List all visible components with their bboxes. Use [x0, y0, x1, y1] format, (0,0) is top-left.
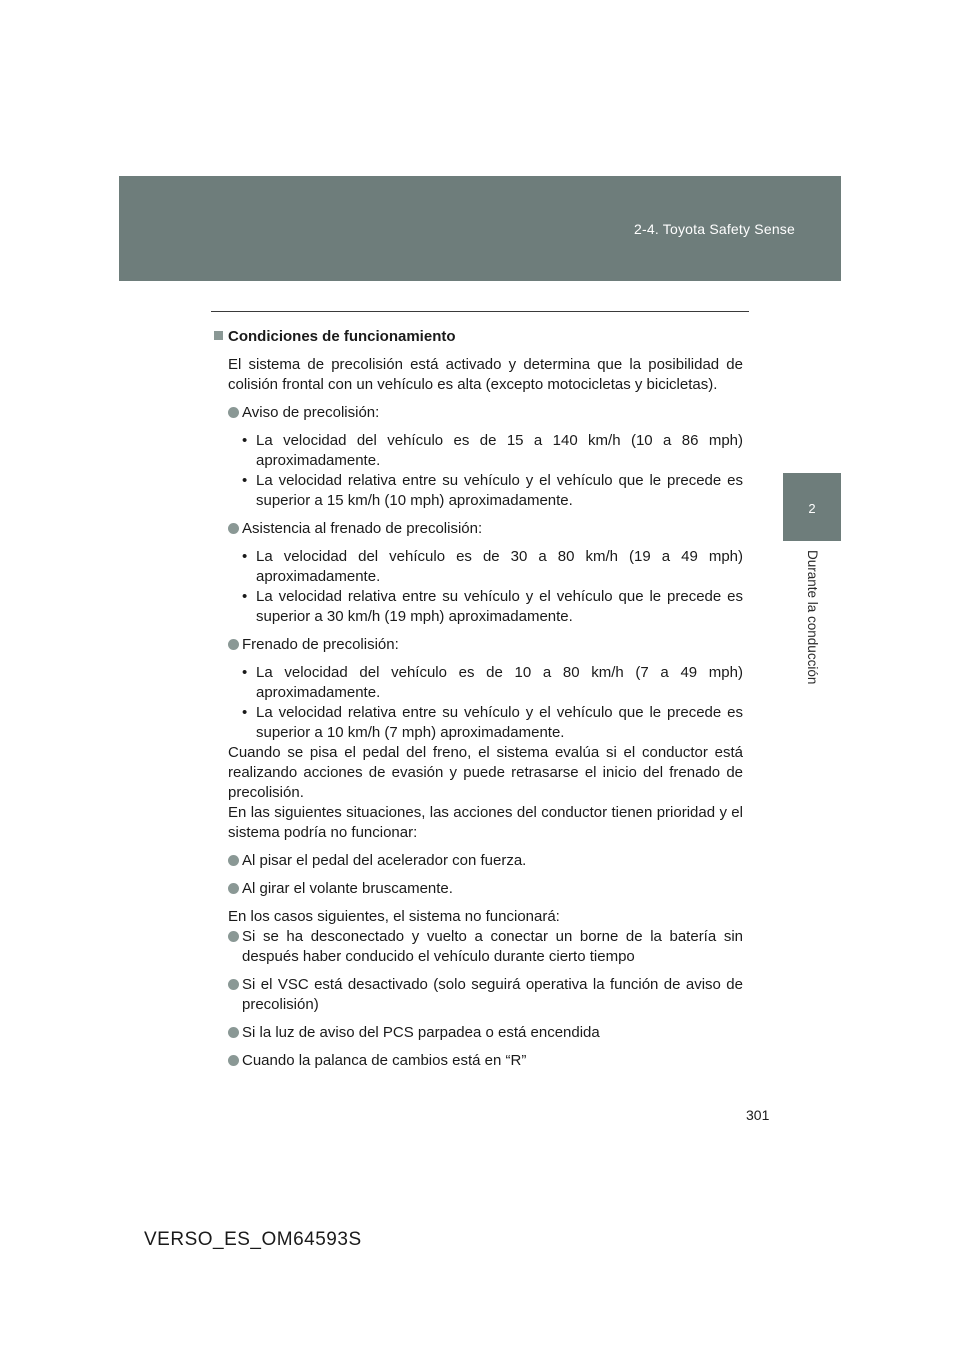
intro-paragraph: El sistema de precolisión está activado y determina que la posibilidad de colisión frontal con un vehículo es alta (excepto motocicletas y bicicletas).	[228, 356, 743, 393]
not-working-paragraph: En los casos siguientes, el sistema no funcionará:	[228, 908, 560, 925]
list-item	[228, 851, 743, 871]
sub-bullet-icon: •	[242, 704, 248, 721]
chapter-label: Durante la conducción	[805, 550, 820, 685]
group-label: Frenado de precolisión:	[242, 636, 399, 653]
list-item	[242, 703, 743, 743]
sub-bullet-icon: •	[242, 432, 248, 449]
page-content	[228, 327, 743, 1079]
list-item	[242, 587, 743, 627]
bullet-dot-icon	[228, 931, 239, 942]
bullet-dot-icon	[228, 407, 239, 418]
sub-bullet-icon: •	[242, 588, 248, 605]
list-item-text: La velocidad del vehículo es de 10 a 80 km/h (7 a 49 mph) aproximadamente.	[256, 664, 743, 701]
list-item	[242, 471, 743, 511]
bullet-dot-icon	[228, 523, 239, 534]
list-item-text: Al pisar el pedal del acelerador con fuerza.	[242, 852, 527, 869]
list-item	[242, 547, 743, 587]
group-brake-assist-list	[242, 547, 743, 627]
group-precollision-warning	[228, 403, 743, 423]
group-precollision-warning-list	[242, 431, 743, 511]
list-item-text: La velocidad del vehículo es de 30 a 80 km/h (19 a 49 mph) aproximadamente.	[256, 548, 743, 585]
group-precollision-braking-list	[242, 663, 743, 743]
list-item-text: Si se ha desconectado y vuelto a conectar un borne de la batería sin después haber conducido el vehículo durante cierto tiempo	[242, 928, 743, 965]
list-item-text: La velocidad del vehículo es de 15 a 140 km/h (10 a 86 mph) aproximadamente.	[256, 432, 743, 469]
list-item	[228, 927, 743, 967]
list-item-text: La velocidad relativa entre su vehículo y el vehículo que le precede es superior a 10 km/h (7 mph) aproximadamente.	[256, 704, 743, 741]
brake-paragraph: Cuando se pisa el pedal del freno, el sistema evalúa si el conductor está realizando acciones de evasión y puede retrasarse el inicio del frenado de precolisión.	[228, 744, 743, 801]
list-item	[242, 663, 743, 703]
list-item	[228, 975, 743, 1015]
bullet-dot-icon	[228, 855, 239, 866]
sub-bullet-icon: •	[242, 472, 248, 489]
bullet-dot-icon	[228, 1027, 239, 1038]
group-precollision-braking	[228, 635, 743, 655]
list-item	[228, 1051, 743, 1071]
priority-paragraph: En las siguientes situaciones, las acciones del conductor tienen prioridad y el sistema podría no funcionar:	[228, 804, 743, 841]
header-band	[119, 176, 841, 281]
page-number: 301	[746, 1107, 770, 1123]
bullet-dot-icon	[228, 979, 239, 990]
header-section-title: 2-4. Toyota Safety Sense	[634, 221, 795, 237]
section-divider	[211, 311, 749, 312]
list-item-text: La velocidad relativa entre su vehículo y el vehículo que le precede es superior a 30 km/h (19 mph) aproximadamente.	[256, 588, 743, 625]
list-item-text: Si el VSC está desactivado (solo seguirá operativa la función de aviso de precolisión)	[242, 976, 743, 1013]
bullet-dot-icon	[228, 883, 239, 894]
bullet-dot-icon	[228, 1055, 239, 1066]
list-item-text: Si la luz de aviso del PCS parpadea o está encendida	[242, 1024, 600, 1041]
group-brake-assist	[228, 519, 743, 539]
section-heading	[214, 327, 743, 347]
list-item-text: Cuando la palanca de cambios está en “R”	[242, 1052, 527, 1069]
document-code: VERSO_ES_OM64593S	[144, 1229, 362, 1250]
list-item-text: Al girar el volante bruscamente.	[242, 880, 453, 897]
list-item	[228, 1023, 743, 1043]
section-heading-text: Condiciones de funcionamiento	[228, 328, 456, 345]
sub-bullet-icon: •	[242, 548, 248, 565]
square-marker-icon	[214, 331, 223, 340]
group-label: Asistencia al frenado de precolisión:	[242, 520, 483, 537]
list-item-text: La velocidad relativa entre su vehículo y el vehículo que le precede es superior a 15 km/h (10 mph) aproximadamente.	[256, 472, 743, 509]
bullet-dot-icon	[228, 639, 239, 650]
group-label: Aviso de precolisión:	[242, 404, 380, 421]
sub-bullet-icon: •	[242, 664, 248, 681]
chapter-tab	[783, 473, 841, 541]
chapter-number: 2	[808, 501, 816, 516]
list-item	[228, 879, 743, 899]
list-item	[242, 431, 743, 471]
